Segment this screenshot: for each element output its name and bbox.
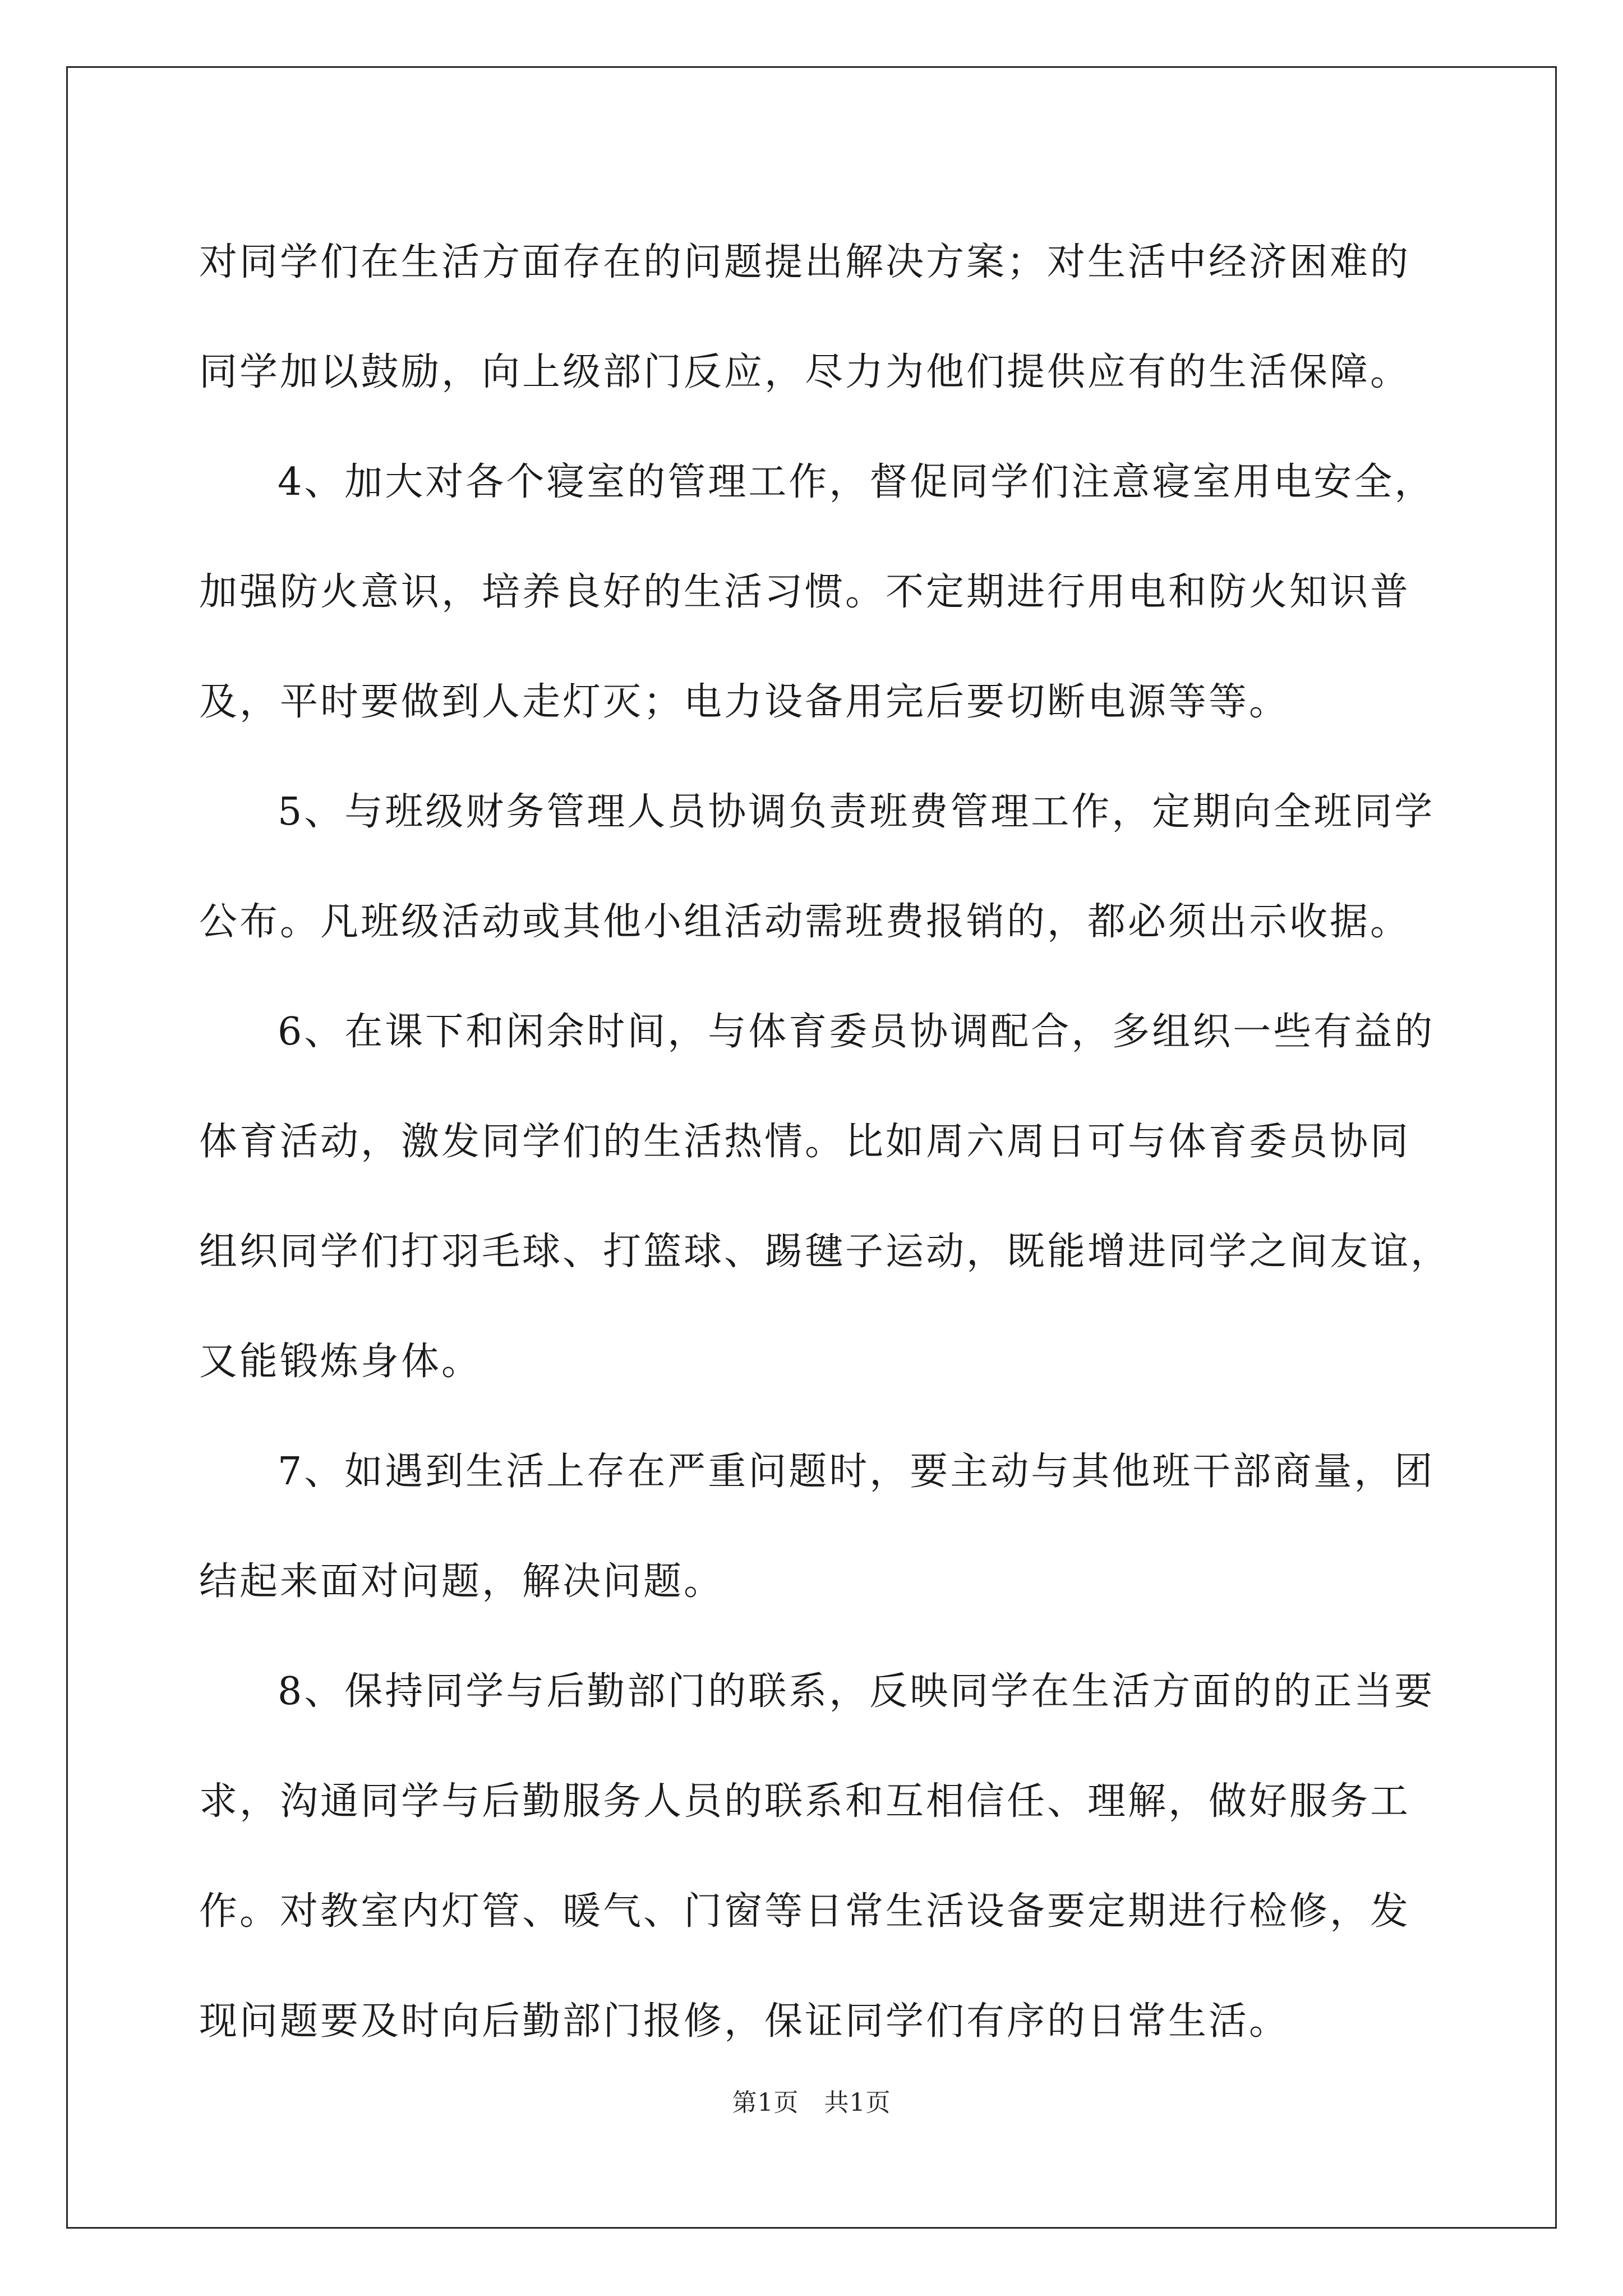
text-line: 加强防火意识，培养良好的生活习惯。不定期进行用电和防火知识普	[199, 570, 1411, 614]
text-line: 作。对教室内灯管、暖气、门窗等日常生活设备要定期进行检修，发	[199, 1889, 1411, 1934]
paragraph-6-start: 6、在课下和闲余时间，与体育委员协调配合，多组织一些有益的	[278, 1010, 1435, 1054]
document-body	[199, 208, 1451, 2077]
text-line: 体育活动，激发同学们的生活热情。比如周六周日可与体育委员协同	[199, 1120, 1411, 1164]
text-line: 现问题要及时向后勤部门报修，保证同学们有序的日常生活。	[199, 1999, 1290, 2044]
text-line: 求，沟通同学与后勤服务人员的联系和互相信任、理解，做好服务工	[199, 1779, 1411, 1824]
text-line: 又能锻炼身体。	[199, 1340, 482, 1384]
text-line: 及，平时要做到人走灯灭；电力设备用完后要切断电源等等。	[199, 680, 1290, 724]
paragraph-5-start: 5、与班级财务管理人员协调负责班费管理工作，定期向全班同学	[278, 790, 1435, 834]
text-line: 同学加以鼓励，向上级部门反应，尽力为他们提供应有的生活保障。	[199, 350, 1411, 394]
paragraph-8-start: 8、保持同学与后勤部门的联系，反映同学在生活方面的的正当要	[278, 1669, 1435, 1714]
page-footer: 第1页 共1页	[732, 2088, 891, 2117]
text-line: 对同学们在生活方面存在的问题提出解决方案；对生活中经济困难的	[199, 240, 1411, 284]
text-line: 公布。凡班级活动或其他小组活动需班费报销的，都必须出示收据。	[199, 900, 1411, 944]
paragraph-4-start: 4、加大对各个寝室的管理工作，督促同学们注意寝室用电安全，	[278, 460, 1435, 504]
text-line: 结起来面对问题，解决问题。	[199, 1559, 725, 1604]
paragraph-7-start: 7、如遇到生活上存在严重问题时，要主动与其他班干部商量，团	[278, 1450, 1435, 1494]
text-line: 组织同学们打羽毛球、打篮球、踢毽子运动，既能增进同学之间友谊，	[199, 1230, 1451, 1274]
